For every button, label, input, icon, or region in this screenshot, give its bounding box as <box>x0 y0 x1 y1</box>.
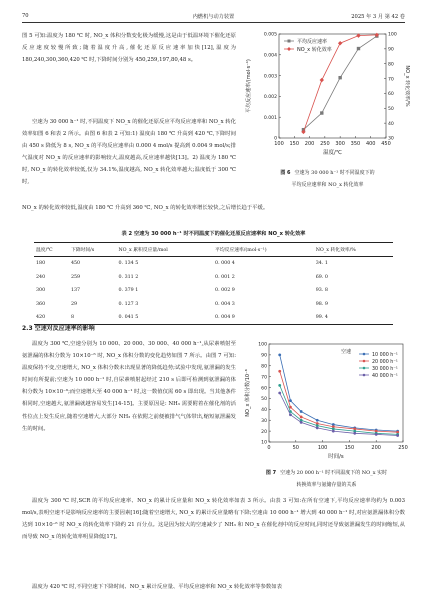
journal-name: 内燃机与动力装置 <box>192 14 235 20</box>
table-2-caption: 表 2 空速为 30 000 h⁻¹ 时不同温度下的催化还原反应速率和 NO_x 转化效率 <box>121 231 306 237</box>
table-row <box>34 298 393 312</box>
y-tick-label: 0.002 <box>263 95 277 101</box>
table-cell: 0. 004 3 <box>215 301 235 307</box>
x-tick-label: 300 <box>335 141 345 147</box>
x-tick-label: 50 <box>292 445 299 451</box>
figure-6-caption-line-1: 空速为 30 000 h⁻¹ 时不同温度下的 <box>294 170 375 176</box>
legend-label: 40 000 h⁻¹ <box>372 373 398 379</box>
legend-label: 30 000 h⁻¹ <box>372 366 398 372</box>
table-2-header-cell: NO_x 转化效率/% <box>314 243 393 257</box>
y-tick-label: 0.005 <box>263 32 277 38</box>
x-tick-label: 400 <box>365 141 376 147</box>
y-tick-label: 10 <box>261 440 267 446</box>
legend-marker <box>363 360 366 363</box>
y-tick-label: 40 <box>261 408 267 414</box>
y2-axis-label: NO_x 转化效率/% <box>404 65 410 107</box>
legend-label: 10 000 h⁻¹ <box>372 352 398 358</box>
data-point <box>300 410 303 413</box>
figure-7-chart <box>243 338 410 466</box>
y-tick-label: 100 <box>258 342 267 348</box>
data-point <box>338 76 341 79</box>
page-header <box>22 13 405 22</box>
y2-tick-label: 60 <box>388 92 394 98</box>
table-cell: 0. 001 2 <box>215 274 235 280</box>
data-point <box>278 370 281 373</box>
table-cell: 0. 379 1 <box>118 288 139 294</box>
y-tick-label: 20 <box>261 429 267 435</box>
page-number: 70 <box>22 13 29 19</box>
y2-tick-label: 30 <box>388 136 394 142</box>
data-point <box>278 384 281 387</box>
y-tick-label: 30 <box>261 418 267 424</box>
table-cell: 0. 004 9 <box>213 311 314 325</box>
data-point <box>316 419 319 422</box>
figure-7-label: 图 7 <box>265 470 277 476</box>
legend-marker <box>363 374 366 377</box>
table-cell: 259 <box>70 274 81 280</box>
paragraph-5: 温度为 300 ℃ 时,SCR 的平均反应速率、NO_x 的累计反应量和 NO_x 转化效率如表 3 所示。由表 3 可知:在所有空速下,平均反应速率均约为 0.003 mol/s,表明空速不是影响反应速率的主要因素[16];随着空速增大, NO_x 的累计反应量略有下降;空速由 10 000 h⁻¹ 增大到 40 000 h⁻¹ 时,对应氨泄漏体积分数达到 10×10⁻⁶ 时 NO_x 的转化效率下降约 21 百分点。这是因为较大的空速减少了 NH₃ 和 NO_x 在催化剂中的反应时间,同时还导致氨泄漏发生的时间缩短,从而导致 NO_x 的转化效率明显降低[17]。 <box>22 498 405 541</box>
table-cell: 0. 041 5 <box>116 311 213 325</box>
figure-7-caption-line-1: 空速为 20 000 h⁻¹ 时不同温度下的 NO_x 实时 <box>280 470 388 476</box>
data-point <box>375 433 378 436</box>
data-point <box>289 399 292 402</box>
table-cell: 8 <box>69 311 117 325</box>
x-tick-label: 450 <box>381 141 391 147</box>
legend-label: 平均反应速率 <box>297 38 328 45</box>
data-point <box>338 41 342 45</box>
x-tick-label: 0 <box>267 445 271 451</box>
paragraph-6: 温度为 420 ℃ 时,不同空速下下降时间、NO_x 累计反应量、平均反应速率和 NO_x 转化效率等参数如表 <box>32 584 282 590</box>
legend-marker <box>363 367 366 370</box>
table-cell: 0. 134 5 <box>118 261 139 267</box>
x-axis-label: 时间/s <box>328 454 344 460</box>
table-cell: 0. 000 4 <box>215 261 235 267</box>
y-tick-label: 0.003 <box>263 74 277 80</box>
data-point <box>300 416 303 419</box>
x-tick-label: 350 <box>350 141 361 147</box>
legend-label: 20 000 h⁻¹ <box>372 359 398 365</box>
table-2-header-cell: 下降时间/s <box>69 243 117 257</box>
series-line <box>280 371 398 432</box>
y2-tick-label: 70 <box>388 77 394 83</box>
data-point <box>289 413 292 416</box>
paragraph-3: NO_x 的转化效率较低,温度由 180 ℃ 升高到 360 ℃, NO_x 的转化效率增长较快,之后增长趋于平缓。 <box>22 205 269 211</box>
y2-tick-label: 100 <box>388 32 397 38</box>
table-cell: 300 <box>36 288 46 294</box>
legend-marker <box>363 353 366 356</box>
legend-title: 空速 <box>341 349 352 355</box>
section-heading: 2.3 空速对反应速率的影响 <box>22 325 95 332</box>
table-cell: 29 <box>70 301 78 307</box>
data-point <box>353 432 356 435</box>
y2-tick-label: 50 <box>388 106 394 112</box>
table-cell: 34. 1 <box>315 261 328 267</box>
x-tick-label: 250 <box>320 141 330 147</box>
paragraph-1: 图 5 可知:温度为 180 ℃ 时, NO_x 体积分数变化极为缓慢,这是由于低温环境下催化还原反应速度较慢所致;随着温度升高,催化还原反应速率加快[12],温度为 180,240,300,360,420 ℃ 时,下降时间分别为 450,259,197,80,48 s。 <box>22 33 236 64</box>
data-point <box>357 47 360 50</box>
table-cell: 69. 0 <box>315 274 328 280</box>
plot-frame <box>279 34 386 138</box>
table-cell: 98. 9 <box>315 301 328 307</box>
paragraph-4: 温度为 300 ℃,空速分别为 10 000、20 000、30 000、40 000 h⁻¹,从尿素喷射至氨泄漏的体积分数为 10×10⁻⁶ 时, NO_x 体积分数的变化趋势如图 7 所示。由图 7 可知:温度保持不变,空速增大, NO_x 体积分数未出现显著的降低趋势;试验中发现,氨泄漏的发生时间有所提前;空速为 10 000 h⁻¹ 时,自尿素喷射起经过 210 s 后即可检测到氨泄漏的体积分数为 10×10⁻⁶;而空速增大至 40 000 h⁻¹ 时,这一数值仅需 60 s 即出现。当其他条件相同时,空速越大,氨泄漏就越容易发生[14-15]。主要原因是: NH₃ 需要附着在催化剂的活性位点上发生反应,随着空速增大,大部分 NH₃ 在依附之前便被排气气体带出,缩短氨泄漏发生的时间。 <box>22 341 237 432</box>
y-tick-label: 70 <box>261 375 267 381</box>
y2-tick-label: 80 <box>388 62 394 68</box>
x-tick-label: 150 <box>289 141 300 147</box>
x-tick-label: 200 <box>304 141 315 147</box>
figure-6-caption <box>245 168 410 191</box>
data-point <box>396 434 399 437</box>
table-2-header-cell: 平均反应速率/(mol·s⁻¹) <box>213 243 314 257</box>
x-tick-label: 150 <box>344 445 355 451</box>
x-tick-label: 100 <box>274 141 284 147</box>
table-cell: 180 <box>36 261 46 267</box>
legend-label: NO_x 转化效率 <box>297 46 332 53</box>
figure-6-caption-line-2: 平均反应速率和 NO_x 转化效率 <box>291 181 364 188</box>
table-cell: 450 <box>70 261 81 267</box>
y-axis-label: 平均反应速率/(mol·s⁻¹) <box>246 59 252 113</box>
data-point <box>320 78 324 82</box>
x-axis-label: 温度/℃ <box>323 150 342 156</box>
paragraph-2: 空速为 30 000 h⁻¹ 时,不同温度下 NO_x 的催化还原反应平均反应速率和 NO_x 转化效率如图 6 和表 2 所示。由图 6 和表 2 可知:1) 温度由 180 ℃ 升高到 420 ℃,下降时间由 450 s 降低为 8 s, NO_x 的平均反应速率由 0.000 4 mol/s 提高到 0.004 9 mol/s;排气温度对 NO_x 的反应速率的影响较大,温度越高,反应速率越快[13]。2) 温度为 180 ℃ 时, NO_x 的转化效率较低,仅为 34.1%,温度越高, NO_x 转化效率越大;温度低于 300 ℃ 时, <box>22 119 236 186</box>
data-point <box>278 392 281 395</box>
data-point <box>316 426 319 429</box>
figure-6-label: 图 6 <box>280 170 291 176</box>
figure-7-caption <box>243 468 410 491</box>
legend-marker <box>287 47 291 51</box>
table-row <box>34 257 393 271</box>
table-cell: 420 <box>34 311 69 325</box>
y2-tick-label: 90 <box>388 47 394 53</box>
y-axis-label: NO_x 体积分数/10⁻⁶ <box>245 369 251 417</box>
header-rule <box>22 22 405 23</box>
y-tick-label: 0 <box>274 136 277 142</box>
x-tick-label: 200 <box>371 445 381 451</box>
data-point <box>300 421 303 424</box>
table-2 <box>34 242 393 325</box>
table-2-header-cell: NO_x 累积反应量/mol <box>116 243 213 257</box>
figure-7-caption-line-2: 转换效率与氨储存量的关系 <box>296 481 357 488</box>
y-tick-label: 80 <box>261 364 267 370</box>
y-tick-label: 60 <box>261 386 267 392</box>
legend-marker <box>288 40 291 43</box>
table-cell: 0. 127 3 <box>118 301 139 307</box>
y2-tick-label: 40 <box>388 121 394 127</box>
figure-6-chart <box>245 28 410 164</box>
table-cell: 99. 4 <box>314 311 393 325</box>
table-row <box>34 270 393 284</box>
data-point <box>332 430 335 433</box>
table-row <box>34 284 393 298</box>
table-2-header-row <box>34 243 393 257</box>
table-2-header-cell: 温度/℃ <box>34 243 69 257</box>
y-tick-label: 90 <box>261 353 267 359</box>
issue-info: 2025 年 3 月 第 42 卷 <box>351 14 405 20</box>
table-cell: 137 <box>70 288 81 294</box>
table-cell: 360 <box>36 301 46 307</box>
table-cell: 0. 311 2 <box>118 274 139 280</box>
table-cell: 0. 002 9 <box>215 288 235 294</box>
y-tick-label: 0.001 <box>263 115 277 121</box>
x-tick-label: 250 <box>398 445 408 451</box>
table-cell: 93. 8 <box>315 288 328 294</box>
y-tick-label: 50 <box>261 397 267 403</box>
x-tick-label: 100 <box>317 445 328 451</box>
table-cell: 240 <box>36 274 46 280</box>
y-tick-label: 0.004 <box>263 53 277 59</box>
data-point <box>320 111 323 114</box>
data-point <box>278 353 281 356</box>
